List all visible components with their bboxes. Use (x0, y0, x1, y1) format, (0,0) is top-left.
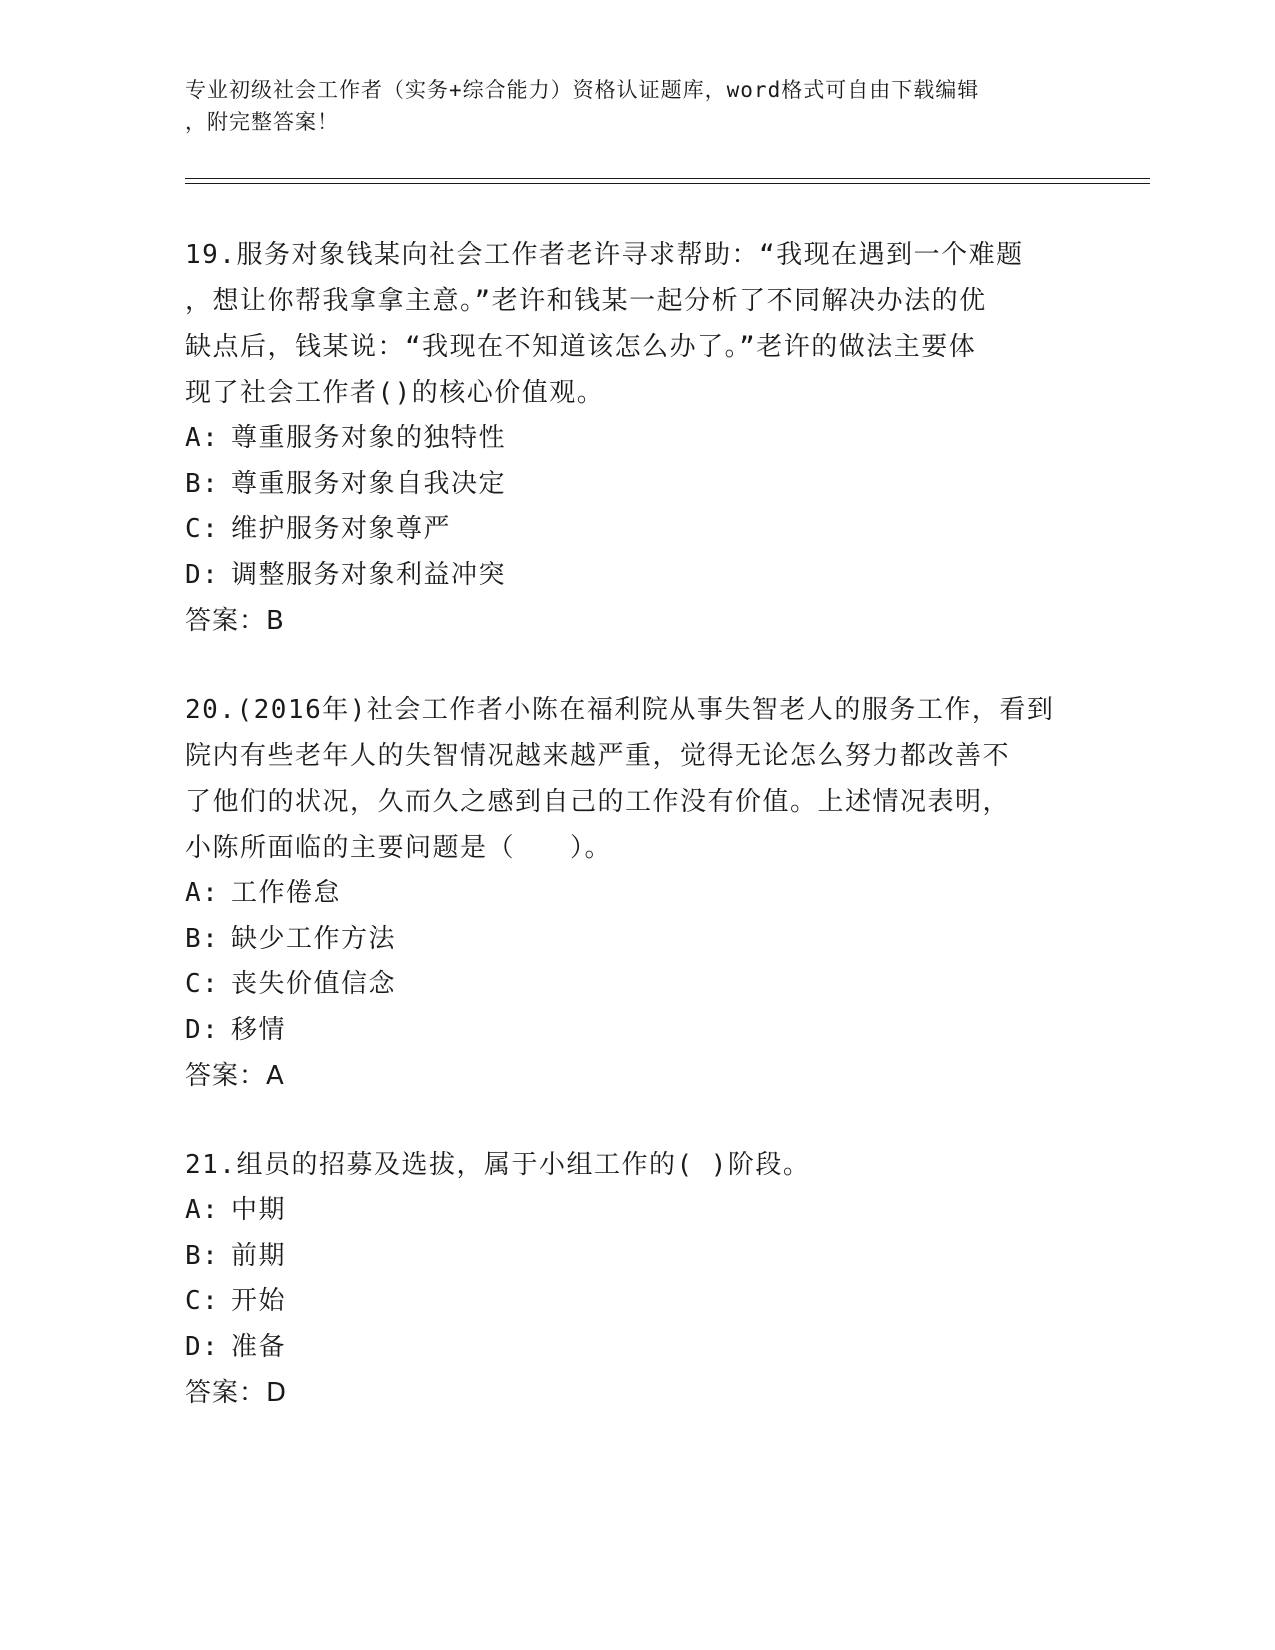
option-text: 尊重服务对象自我决定 (231, 468, 507, 499)
option-text: 准备 (231, 1331, 287, 1362)
option-label: A: (185, 423, 220, 453)
question-20 (185, 687, 1085, 1099)
stem-line: 缺点后，钱某说：“我现在不知道该怎么办了。”老许的做法主要体 (185, 332, 977, 362)
option-label: C: (185, 1286, 220, 1316)
option-label: C: (185, 969, 220, 999)
question-stem (185, 232, 1085, 416)
option-label: B: (185, 1240, 220, 1271)
option-label: B: (185, 923, 220, 954)
option-label: A: (185, 878, 220, 908)
stem-line: 20.(2016年)社会工作者小陈在福利院从事失智老人的服务工作，看到 (185, 695, 1055, 725)
document-header (185, 74, 1085, 138)
option-label: B: (185, 468, 220, 499)
option-text: 维护服务对象尊严 (231, 514, 452, 544)
option-label: D: (185, 1331, 220, 1362)
option-text: 开始 (231, 1286, 287, 1316)
option-label: D: (185, 1014, 220, 1045)
option-label: A: (185, 1195, 220, 1225)
option-c (185, 507, 1085, 553)
option-c (185, 1279, 1085, 1325)
option-text: 工作倦怠 (231, 878, 342, 908)
option-text: 移情 (231, 1014, 287, 1045)
stem-line: 了他们的状况，久而久之感到自己的工作没有价值。上述情况表明， (185, 787, 1011, 817)
question-21 (185, 1142, 1085, 1416)
option-b (185, 1234, 1085, 1280)
stem-line: 21.组员的招募及选拔，属于小组工作的( )阶段。 (185, 1150, 811, 1180)
option-a (185, 871, 1085, 917)
option-text: 中期 (231, 1195, 287, 1225)
option-d (185, 1325, 1085, 1371)
option-text: 丧失价值信念 (231, 969, 397, 999)
option-d (185, 1008, 1085, 1054)
answer: 答案：A (185, 1061, 285, 1091)
option-b (185, 917, 1085, 963)
option-label: C: (185, 514, 220, 544)
header-line-1: 专业初级社会工作者（实务+综合能力）资格认证题库，word格式可自由下载编辑 (185, 78, 980, 102)
option-a (185, 1188, 1085, 1234)
header-line-2: ，附完整答案！ (185, 110, 339, 134)
question-19 (185, 232, 1085, 644)
answer: 答案：B (185, 606, 285, 636)
option-label: D: (185, 559, 220, 590)
option-text: 尊重服务对象的独特性 (231, 423, 507, 453)
stem-line: 19.服务对象钱某向社会工作者老许寻求帮助：“我现在遇到一个难题 (185, 240, 1024, 270)
stem-line: 小陈所面临的主要问题是（ ）。 (185, 833, 613, 863)
option-d (185, 553, 1085, 599)
stem-line: ，想让你帮我拿拿主意。”老许和钱某一起分析了不同解决办法的优 (185, 286, 987, 316)
option-text: 前期 (231, 1240, 287, 1271)
option-a (185, 416, 1085, 462)
question-stem (185, 687, 1085, 871)
option-b (185, 462, 1085, 508)
header-divider-top (185, 178, 1150, 179)
option-c (185, 962, 1085, 1008)
question-stem (185, 1142, 1085, 1188)
option-text: 调整服务对象利益冲突 (231, 559, 507, 590)
answer: 答案：D (185, 1378, 288, 1408)
option-text: 缺少工作方法 (231, 923, 397, 954)
stem-line: 院内有些老年人的失智情况越来越严重，觉得无论怎么努力都改善不 (185, 741, 1011, 771)
header-divider-bottom (185, 183, 1150, 184)
stem-line: 现了社会工作者()的核心价值观。 (185, 378, 605, 408)
